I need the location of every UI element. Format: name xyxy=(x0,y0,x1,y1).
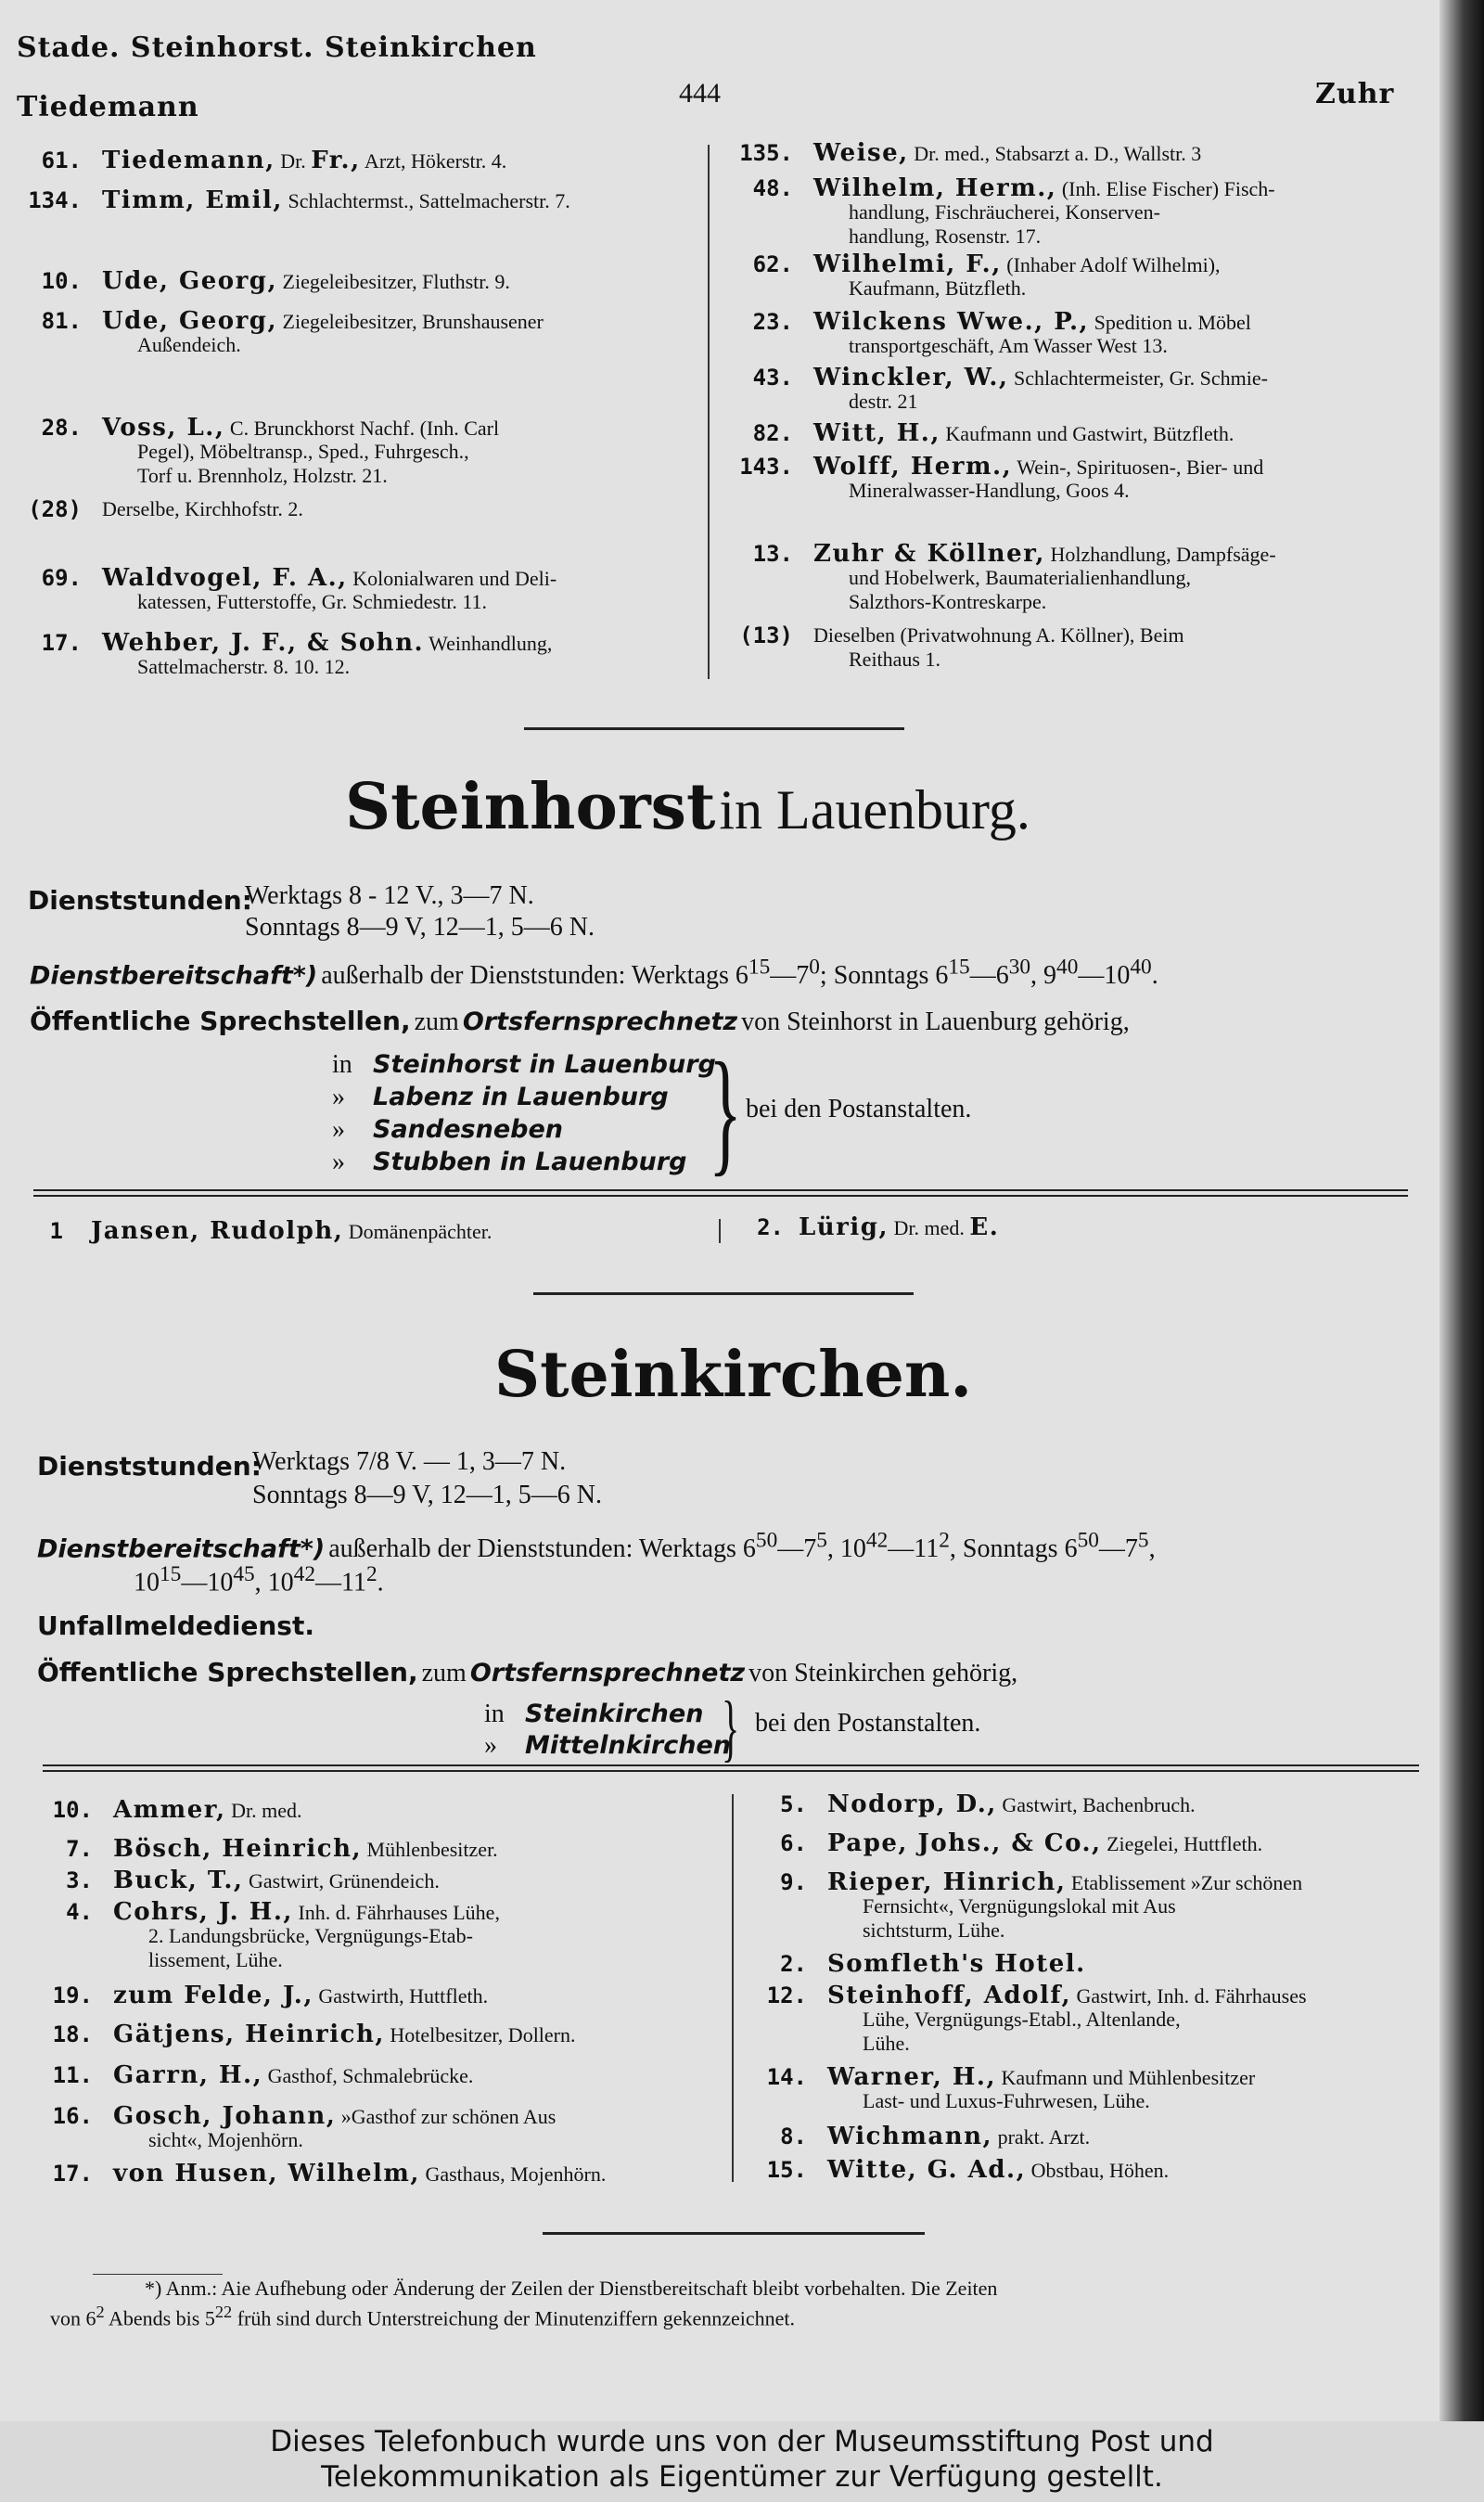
entry-number: 61. xyxy=(41,148,82,173)
place-name: Stubben in Lauenburg xyxy=(373,1148,687,1176)
place-name: Steinkirchen xyxy=(525,1700,704,1728)
steinhorst-dienststunden-label: Dienststunden: xyxy=(28,885,252,916)
entry-text: Derselbe, Kirchhofstr. 2. xyxy=(102,497,303,520)
entry-number: 135. xyxy=(739,140,793,166)
entry-number: 2. xyxy=(780,1951,807,1977)
entry-number: 48. xyxy=(752,175,793,201)
entry-number: 3. xyxy=(66,1867,93,1893)
steinkirchen-bereitschaft-line2: $10^{15}—10^{45}$, $10^{42}—11^2$. xyxy=(134,1562,384,1597)
entry-number: 28. xyxy=(41,415,82,441)
section-title-steinhorst xyxy=(345,770,1030,844)
entry-number: 10. xyxy=(41,268,82,294)
brace-glyph: } xyxy=(709,1034,742,1188)
entry-number: 7. xyxy=(66,1836,93,1862)
entry-number: 43. xyxy=(752,365,793,391)
bereitschaft-text: außerhalb der Dienststunden: Werktags $6^{15}—7^0$; Sonntags $6^{15}—6^{30}$, $9^{40}—10^{40}$. xyxy=(321,956,1158,991)
entry-text: Sattelmacherstr. 8. 10. 12. xyxy=(137,655,351,678)
bereitschaft-label: Dienstbereitschaft*) xyxy=(37,1534,326,1564)
place-prefix: » xyxy=(332,1115,345,1144)
steinhorst-bereitschaft xyxy=(30,956,1158,991)
place-prefix: in xyxy=(332,1050,352,1079)
place-prefix: » xyxy=(332,1083,345,1111)
entry-text: Zuhr & Köllner, Holzhandlung, Dampfsäge- xyxy=(813,540,1276,568)
entry-number: 82. xyxy=(752,420,793,446)
entry-text: transportgeschäft, Am Wasser West 13. xyxy=(849,334,1168,357)
entry-text: destr. 21 xyxy=(849,390,918,413)
entry-text: sichtsturm, Lühe. xyxy=(863,1918,1005,1942)
entry-number: 12. xyxy=(766,1982,807,2008)
header-first-name: Tiedemann xyxy=(17,91,199,123)
entry-number: 17. xyxy=(41,630,82,656)
title-rest: in Lauenburg. xyxy=(719,779,1030,840)
entry-number: 1 xyxy=(49,1218,63,1244)
entry-number: 6. xyxy=(780,1830,807,1856)
entry-text: Voss, L., C. Brunckhorst Nachf. (Inh. Carl xyxy=(102,414,500,442)
entry-text: Salzthors-Kontreskarpe. xyxy=(849,590,1047,613)
entry-number: (28) xyxy=(28,496,82,522)
entry-number: 13. xyxy=(752,541,793,567)
entry-text: Pape, Johs., & Co., Ziegelei, Huttfleth. xyxy=(827,1829,1263,1857)
column-divider xyxy=(732,1794,734,2182)
entry-text: Wolff, Herm., Wein-, Spirituosen-, Bier- und xyxy=(813,453,1264,481)
section-title-steinkirchen: Steinkirchen. xyxy=(494,1338,973,1412)
entry-text: Cohrs, J. H., Inh. d. Fährhauses Lühe, xyxy=(113,1898,500,1926)
column-divider xyxy=(708,145,710,679)
entry-text: Kaufmann, Bützfleth. xyxy=(849,276,1027,300)
section-divider xyxy=(524,727,904,730)
entry-number: 23. xyxy=(752,309,793,335)
entry-number: 143. xyxy=(739,454,793,480)
entry-text: Torf u. Brennholz, Holzstr. 21. xyxy=(137,464,388,487)
entry-text: Tiedemann, Dr. Fr., Arzt, Hökerstr. 4. xyxy=(102,147,507,174)
entry-text: zum Felde, J., Gastwirth, Huttfleth. xyxy=(113,1982,489,2009)
entry-text: Last- und Luxus-Fuhrwesen, Lühe. xyxy=(863,2089,1150,2112)
sprechstellen-rest: von Steinkirchen gehörig, xyxy=(748,1659,1018,1687)
entry-text: handlung, Fischräucherei, Konserven- xyxy=(849,200,1161,224)
header-last-name: Zuhr xyxy=(1315,78,1395,110)
bereitschaft-text: außerhalb der Dienststunden: Werktags $6^{50}—7^5$, $10^{42}—11^2$, Sonntags $6^{50}—7^5$, xyxy=(328,1529,1156,1564)
entry-text: Warner, H., Kaufmann und Mühlenbesitzer xyxy=(827,2063,1256,2091)
entry-text: Wilhelm, Herm., (Inh. Elise Fischer) Fisch- xyxy=(813,174,1275,202)
entry-text: Gosch, Johann, »Gasthof zur schönen Aus xyxy=(113,2102,556,2130)
entry-number: 5. xyxy=(780,1791,807,1817)
place-prefix: » xyxy=(484,1731,497,1760)
sprechstellen-label: Öffentliche Sprechstellen, xyxy=(30,1006,411,1036)
place-prefix: » xyxy=(332,1148,345,1176)
entry-text: Witte, G. Ad., Obstbau, Höhen. xyxy=(827,2156,1170,2184)
entry-number: 14. xyxy=(766,2064,807,2090)
entry-number: 4. xyxy=(66,1899,93,1925)
entry-text: Nodorp, D., Gastwirt, Bachenbruch. xyxy=(827,1790,1196,1818)
entry-text: Winckler, W., Schlachtermeister, Gr. Schmie- xyxy=(813,364,1268,391)
page-edge-shadow xyxy=(1439,0,1484,2421)
entry-number: 2. xyxy=(757,1214,784,1240)
entry-number: (13) xyxy=(739,622,793,648)
entry-text: handlung, Rosenstr. 17. xyxy=(849,225,1042,248)
steinkirchen-dienststunden-2: Sonntags 8—9 V, 12—1, 5—6 N. xyxy=(252,1481,603,1509)
bereitschaft-label: Dienstbereitschaft*) xyxy=(30,961,318,991)
place-name: Labenz in Lauenburg xyxy=(373,1083,669,1111)
entry-number: 81. xyxy=(41,308,82,334)
entry-number: 18. xyxy=(52,2021,93,2047)
section-divider xyxy=(543,2232,925,2235)
footnote-rule xyxy=(93,2274,223,2275)
steinhorst-dienststunden-2: Sonntags 8—9 V, 12—1, 5—6 N. xyxy=(245,913,595,942)
steinkirchen-places-suffix: bei den Postanstalten. xyxy=(755,1709,981,1738)
entry-text: Mineralwasser-Handlung, Goos 4. xyxy=(849,479,1130,502)
brace-glyph: } xyxy=(722,1687,740,1769)
notice-line-1: Dieses Telefonbuch wurde uns von der Museumsstiftung Post und xyxy=(270,2425,1214,2458)
entry-number: 10. xyxy=(52,1797,93,1823)
sprechstellen-zum: zum xyxy=(421,1659,467,1687)
entry-text: Lühe. xyxy=(863,2032,910,2055)
footnote-line-2: von $6^2$ Abends bis $5^{22}$ früh sind durch Unterstreichung der Minutenziffern gekennzeichnet. xyxy=(50,2303,796,2330)
entry-text: Wilhelmi, F., (Inhaber Adolf Wilhelmi), xyxy=(813,250,1221,278)
entry-text: Garrn, H., Gasthof, Schmalebrücke. xyxy=(113,2061,474,2089)
steinkirchen-unfall: Unfallmeldedienst. xyxy=(37,1610,314,1641)
steinkirchen-bereitschaft xyxy=(37,1529,1156,1564)
entry-text: lissement, Lühe. xyxy=(148,1948,283,1971)
entry-text: Wichmann, prakt. Arzt. xyxy=(827,2123,1091,2150)
entry-text: katessen, Futterstoffe, Gr. Schmiedestr. 11. xyxy=(137,590,487,613)
sprechstellen-netz: Ortsfernsprechnetz xyxy=(462,1007,738,1036)
double-rule xyxy=(43,1764,1419,1772)
entry-text: Fernsicht«, Vergnügungslokal mit Aus xyxy=(863,1894,1176,1918)
place-prefix: in xyxy=(484,1700,505,1728)
entry-number: 15. xyxy=(766,2157,807,2183)
entry-number: 16. xyxy=(52,2103,93,2129)
entry-text: Dieselben (Privatwohnung A. Köllner), Beim xyxy=(813,623,1184,647)
steinhorst-dienststunden-1: Werktags 8 - 12 V., 3—7 N. xyxy=(245,881,534,910)
entry-text: 2. Landungsbrücke, Vergnügungs-Etab- xyxy=(148,1924,473,1947)
header-places: Stade. Steinhorst. Steinkirchen xyxy=(17,32,537,64)
place-name: Steinhorst in Lauenburg xyxy=(373,1050,716,1079)
entry-text: Rieper, Hinrich, Etablissement »Zur schönen xyxy=(827,1868,1303,1896)
entry-text: Weise, Dr. med., Stabsarzt a. D., Wallstr. 3 xyxy=(813,139,1202,167)
steinhorst-sprechstellen xyxy=(30,1006,1130,1037)
entry-text: Ude, Georg, Ziegeleibesitzer, Brunshausener xyxy=(102,307,544,335)
entry-text: Waldvogel, F. A., Kolonialwaren und Deli- xyxy=(102,564,557,592)
entry-text: Ude, Georg, Ziegeleibesitzer, Fluthstr. 9. xyxy=(102,267,510,295)
entry-number: 17. xyxy=(52,2161,93,2187)
steinkirchen-dienststunden-label: Dienststunden: xyxy=(37,1451,262,1482)
page-number: 444 xyxy=(679,78,721,109)
entry-text: Steinhoff, Adolf, Gastwirt, Inh. d. Fährhauses xyxy=(827,1982,1307,2009)
entry-text: von Husen, Wilhelm, Gasthaus, Mojenhörn. xyxy=(113,2160,607,2188)
entry-number: 19. xyxy=(52,1982,93,2008)
entry-number: 8. xyxy=(780,2123,807,2149)
entry-text: Jansen, Rudolph, Domänenpächter. xyxy=(91,1217,493,1245)
entry-text: sicht«, Mojenhörn. xyxy=(148,2128,303,2151)
entry-text: und Hobelwerk, Baumaterialienhandlung, xyxy=(849,566,1192,589)
entry-text: Lürig, Dr. med. E. xyxy=(799,1213,1000,1241)
entry-number: 9. xyxy=(780,1869,807,1895)
double-rule xyxy=(33,1189,1408,1197)
footnote-line-1: *) Anm.: Aie Aufhebung oder Änderung der Zeilen der Dienstbereitschaft bleibt vorbehalten. Die Zeiten xyxy=(145,2277,998,2300)
section-divider xyxy=(533,1292,914,1295)
steinhorst-places-suffix: bei den Postanstalten. xyxy=(746,1095,972,1123)
entry-text: Reithaus 1. xyxy=(849,648,940,671)
steinkirchen-sprechstellen xyxy=(37,1657,1017,1688)
entry-text: Ammer, Dr. med. xyxy=(113,1796,302,1824)
column-divider xyxy=(719,1219,721,1243)
entry-text: Timm, Emil, Schlachtermst., Sattelmacherstr. 7. xyxy=(102,186,570,214)
entry-text: Witt, H., Kaufmann und Gastwirt, Bützfleth. xyxy=(813,419,1235,447)
sprechstellen-label: Öffentliche Sprechstellen, xyxy=(37,1657,418,1687)
entry-text: Wilckens Wwe., P., Spedition u. Möbel xyxy=(813,308,1251,336)
entry-number: 134. xyxy=(28,187,82,213)
steinkirchen-dienststunden-1: Werktags 7/8 V. — 1, 3—7 N. xyxy=(252,1447,567,1476)
entry-number: 69. xyxy=(41,565,82,591)
place-name: Sandesneben xyxy=(373,1115,563,1144)
entry-text: Wehber, J. F., & Sohn. Weinhandlung, xyxy=(102,629,553,657)
title-bold: Steinhorst xyxy=(345,770,716,844)
entry-text: Lühe, Vergnügungs-Etabl., Altenlande, xyxy=(863,2008,1181,2031)
entry-text: Pegel), Möbeltransp., Sped., Fuhrgesch., xyxy=(137,440,469,463)
entry-text: Buck, T., Gastwirt, Grünendeich. xyxy=(113,1867,440,1894)
entry-text: Bösch, Heinrich, Mühlenbesitzer. xyxy=(113,1835,498,1863)
entry-text: Gätjens, Heinrich, Hotelbesitzer, Dollern. xyxy=(113,2021,576,2048)
entry-text: Somfleth's Hotel. xyxy=(827,1950,1086,1978)
sprechstellen-zum: zum xyxy=(414,1007,459,1036)
entry-number: 62. xyxy=(752,251,793,277)
entry-text: Außendeich. xyxy=(137,333,241,356)
sprechstellen-netz: Ortsfernsprechnetz xyxy=(469,1659,746,1687)
entry-number: 11. xyxy=(52,2062,93,2088)
sprechstellen-rest: von Steinhorst in Lauenburg gehörig, xyxy=(741,1007,1130,1036)
place-name: Mittelnkirchen xyxy=(525,1731,732,1760)
notice-line-2: Telekommunikation als Eigentümer zur Verfügung gestellt. xyxy=(321,2460,1163,2494)
